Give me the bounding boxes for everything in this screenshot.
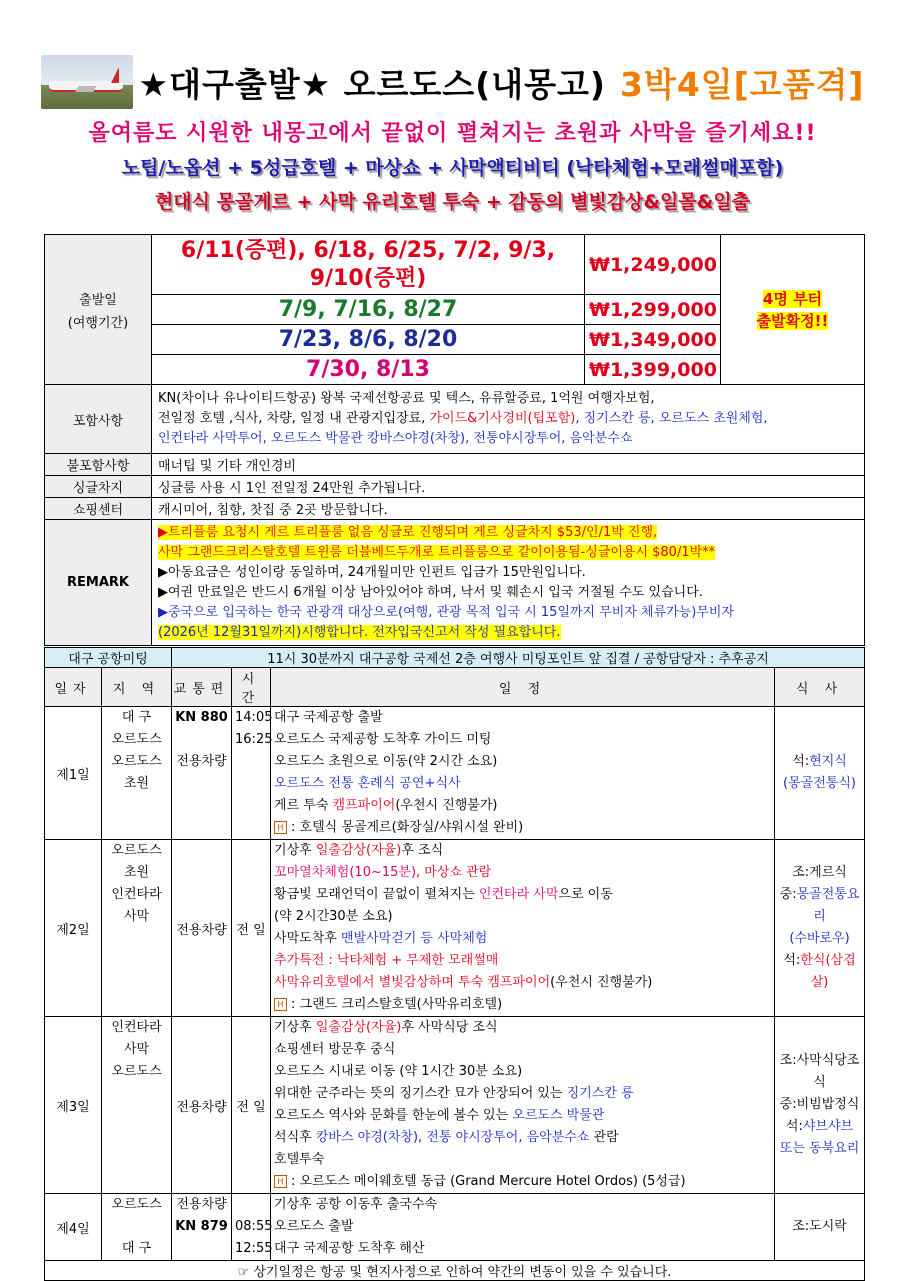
info-table [44, 234, 865, 646]
shopping-text: 캐시미어, 침향, 찻집 중 2곳 방문합니다. [152, 498, 865, 520]
header-region: 지 역 [102, 668, 172, 707]
day-1-row [45, 707, 865, 840]
subtitle-2: 노팁/노옵션 + 5성급호텔 + 마상쇼 + 사막액티비티 (낙타체험+모래썰매포함) [121, 157, 784, 179]
day-4-schedule: 기상후 공항 이동후 출국수속 오르도스 출발 대구 국제공항 도착후 해산 [271, 1194, 775, 1261]
day-1-regions: 대 구 오르도스 오르도스 초원 [102, 707, 172, 840]
airplane-photo [41, 55, 133, 109]
day-2-time: 전 일 [232, 840, 271, 1017]
departure-dates-4: 7/30, 8/13 [152, 355, 585, 385]
hotel-icon: H [274, 998, 287, 1011]
title-main: ★대구출발★ 오르도스(내몽고) [138, 64, 606, 104]
include-label: 포함사항 [45, 385, 152, 454]
day-4-label: 제4일 [45, 1194, 102, 1261]
day-3-schedule: 기상후 일출감상(자율)후 사막식당 조식 쇼핑센터 방문후 중식 오르도스 시내로 이동 (약 1시간 30분 소요) 위대한 군주라는 뜻의 징기스칸 묘가 안장되어 있는 징기스칸 릉 오르도스 역사와 문화를 한눈에 볼수 있는 오르도스 박물관 석식후 캉바스 야경(차창), 전통 야시장투어, 음악분수쇼 관람 호텔투숙 H : 오르도스 메이웨호텔 동급 (Grand Mercure Hotel Ordos) (5성급) [271, 1017, 775, 1194]
subtitle-1: 올여름도 시원한 내몽고에서 끝없이 펼쳐지는 초원과 사막을 즐기세요!! [88, 121, 817, 146]
remark-label: REMARK [45, 520, 152, 646]
header-transport: 교통편 [172, 668, 232, 707]
day-3-transport: 전용차량 [172, 1017, 232, 1194]
price-2: ₩1,299,000 [585, 295, 721, 325]
departure-dates-3: 7/23, 8/6, 8/20 [152, 325, 585, 355]
header-schedule: 일 정 [271, 668, 775, 707]
day-3-row [45, 1017, 865, 1194]
header-meal: 식 사 [775, 668, 865, 707]
day-2-label: 제2일 [45, 840, 102, 1017]
page-title [139, 59, 865, 106]
exclude-label: 불포함사항 [45, 454, 152, 476]
departure-dates-1: 6/11(증편), 6/18, 6/25, 7/2, 9/3, 9/10(증편) [152, 235, 585, 295]
shopping-label: 쇼핑센터 [45, 498, 152, 520]
single-charge-text: 싱글룸 사용 시 1인 전일정 24만원 추가됩니다. [152, 476, 865, 498]
footer-note: ☞ 상기일정은 항공 및 현지사정으로 인하여 약간의 변동이 있을 수 있습니다. [45, 1261, 865, 1281]
subtitle-3: 현대식 몽골게르 + 사막 유리호텔 투숙 + 감동의 별빛감상&일몰&일출 [154, 191, 751, 213]
header-day: 일자 [45, 668, 102, 707]
price-1: ₩1,249,000 [585, 235, 721, 295]
itinerary-table [44, 647, 865, 1281]
day-3-label: 제3일 [45, 1017, 102, 1194]
day-2-transport: 전용차량 [172, 840, 232, 1017]
price-3: ₩1,349,000 [585, 325, 721, 355]
day-2-schedule: 기상후 일출감상(자율)후 조식 꼬마열차체험(10~15분), 마상쇼 관람 황금빛 모래언덕이 끝없이 펼쳐지는 인컨타라 사막으로 이동 (약 2시간30분 소요) 사막도착후 맨발사막걷기 등 사막체험 추가특전 : 낙타체험 + 무제한 모래썰매 사막유리호텔에서 별빛감상하며 투숙 캠프파이어(우천시 진행불가) H : 그랜드 크리스탈호텔(사막유리호텔) [271, 840, 775, 1017]
meeting-label: 대구 공항미팅 [45, 648, 172, 668]
departure-label: 출발일 (여행기간) [45, 235, 152, 385]
day-4-row [45, 1194, 865, 1261]
title-grade: [고품격] [733, 64, 865, 104]
day-4-regions: 오르도스 대 구 [102, 1194, 172, 1261]
departure-dates-2: 7/9, 7/16, 8/27 [152, 295, 585, 325]
exclude-text: 매너팁 및 기타 개인경비 [152, 454, 865, 476]
day-1-times: 14:05 16:25 [232, 707, 271, 840]
day-4-transport: 전용차량 KN 879 [172, 1194, 232, 1261]
day-1-transport: KN 880 전용차량 [172, 707, 232, 840]
day-1-schedule: 대구 국제공항 출발 오르도스 국제공항 도착후 가이드 미팅 오르도스 초원으로 이동(약 2시간 소요) 오르도스 전통 혼례식 공연+식사 게르 투숙 캠프파이어(우천시 진행불가) H : 호텔식 몽골게르(화장실/샤워시설 완비) [271, 707, 775, 840]
day-1-meal: 석:현지식 (몽골전통식) [775, 707, 865, 840]
day-3-regions: 인컨타라 사막 오르도스 [102, 1017, 172, 1194]
day-4-meal: 조:도시락 [775, 1194, 865, 1261]
footer-row [45, 1261, 865, 1281]
day-3-meal: 조:사막식당조식 중:비빔밥정식 석:샤브샤브 또는 동북요리 [775, 1017, 865, 1194]
meeting-row [45, 648, 865, 668]
hotel-icon: H [274, 1175, 287, 1188]
departure-confirm: 4명 부터 출발확정!! [721, 235, 865, 385]
title-row [0, 52, 905, 112]
meeting-text: 11시 30분까지 대구공항 국제선 2층 여행사 미팅포인트 앞 집결 / 공항담당자 : 추후공지 [172, 648, 865, 668]
day-1-label: 제1일 [45, 707, 102, 840]
day-4-times: 08:55 12:55 [232, 1194, 271, 1261]
page-header [0, 52, 905, 214]
header-row [45, 668, 865, 707]
day-3-time: 전 일 [232, 1017, 271, 1194]
price-4: ₩1,399,000 [585, 355, 721, 385]
day-2-regions: 오르도스 초원 인컨타라 사막 [102, 840, 172, 1017]
day-2-meal: 조:게르식 중:몽골전통요리 (수바로우) 석:한식(삼겹살) [775, 840, 865, 1017]
remark-text: ▶트리플룸 요청시 게르 트리플룸 없음 싱글로 진행되며 게르 싱글차지 $53/인/1박 진행, 사막 그랜드크리스탈호텔 트윈룸 더블베드두개로 트리플룸으로 같이이용됨-싱글이용시 $80/1박** ▶아동요금은 성인이랑 동일하며, 24개월미만 인펀트 입금가 15만원입니다. ▶여권 만료일은 반드시 6개월 이상 남아있어야 하며, 낙서 및 훼손시 입국 거절될 수도 있습니다. ▶중국으로 입국하는 한국 관광객 대상으로(여행, 관광 목적 입국 시 15일까지 무비자 체류가능)무비자 (2026년 12월31일까지)시행합니다. 전자입국신고서 작성 필요합니다. [152, 520, 865, 646]
title-days: 3박4일 [619, 64, 734, 104]
hotel-icon: H [274, 821, 287, 834]
single-charge-label: 싱글차지 [45, 476, 152, 498]
include-text: KN(차이나 유나이티드항공) 왕복 국제선항공료 및 텍스, 유류할증료, 1억원 여행자보험, 전일정 호텔 ,식사, 차량, 일정 내 관광지입장료, 가이드&기사경비(팁포함), 징기스칸 릉, 오르도스 초원체험, 인컨타라 사막투어, 오르도스 박물관 캉바스야경(차창), 전통야시장투어, 음악분수쇼 [152, 385, 865, 454]
day-2-row [45, 840, 865, 1017]
header-time: 시 간 [232, 668, 271, 707]
